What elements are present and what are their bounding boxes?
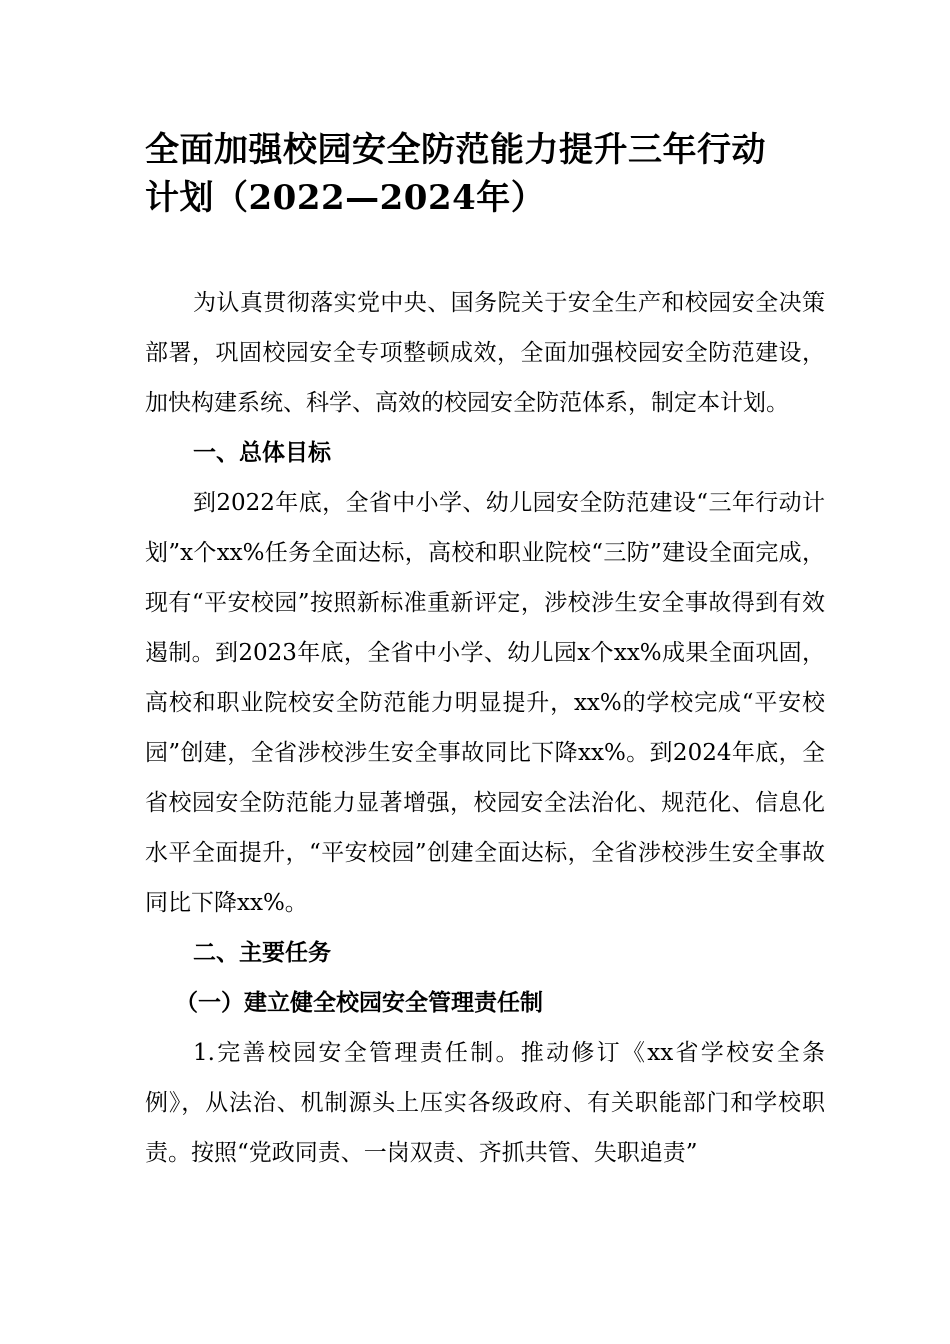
section-2-heading: 二、主要任务 xyxy=(193,939,331,966)
intro-paragraph: 为认真贯彻落实党中央、国务院关于安全生产和校园安全决策部署，巩固校园安全专项整顿成效，全面加强校园安全防范建设，加快构建系统、科学、高效的校园安全防范体系，制定本计划。 xyxy=(145,290,825,416)
item-1-paragraph: 1.完善校园安全管理责任制。推动修订《xx省学校安全条例》，从法治、机制源头上压实各级政府、有关职能部门和学校职责。按照“党政同责、一岗双责、齐抓共管、失职追责” xyxy=(145,1040,825,1166)
subsection-1-heading: （一）建立健全校园安全管理责任制 xyxy=(175,989,543,1016)
title-line-2: 计划（2022—2024年） xyxy=(145,178,546,218)
document-body xyxy=(145,278,825,1178)
title-line-1: 全面加强校园安全防范能力提升三年行动 xyxy=(145,130,766,170)
document-title xyxy=(145,126,825,222)
section-1-paragraph: 到2022年底，全省中小学、幼儿园安全防范建设“三年行动计划”x个xx%任务全面达标，高校和职业院校“三防”建设全面完成，现有“平安校园”按照新标准重新评定，涉校涉生安全事故得到有效遏制。到2023年底，全省中小学、幼儿园x个xx%成果全面巩固，高校和职业院校安全防范能力明显提升，xx%的学校完成“平安校园”创建，全省涉校涉生安全事故同比下降xx%。到2024年底，全省校园安全防范能力显著增强，校园安全法治化、规范化、信息化水平全面提升，“平安校园”创建全面达标，全省涉校涉生安全事故同比下降xx%。 xyxy=(145,490,825,916)
section-1-heading: 一、总体目标 xyxy=(193,439,331,466)
